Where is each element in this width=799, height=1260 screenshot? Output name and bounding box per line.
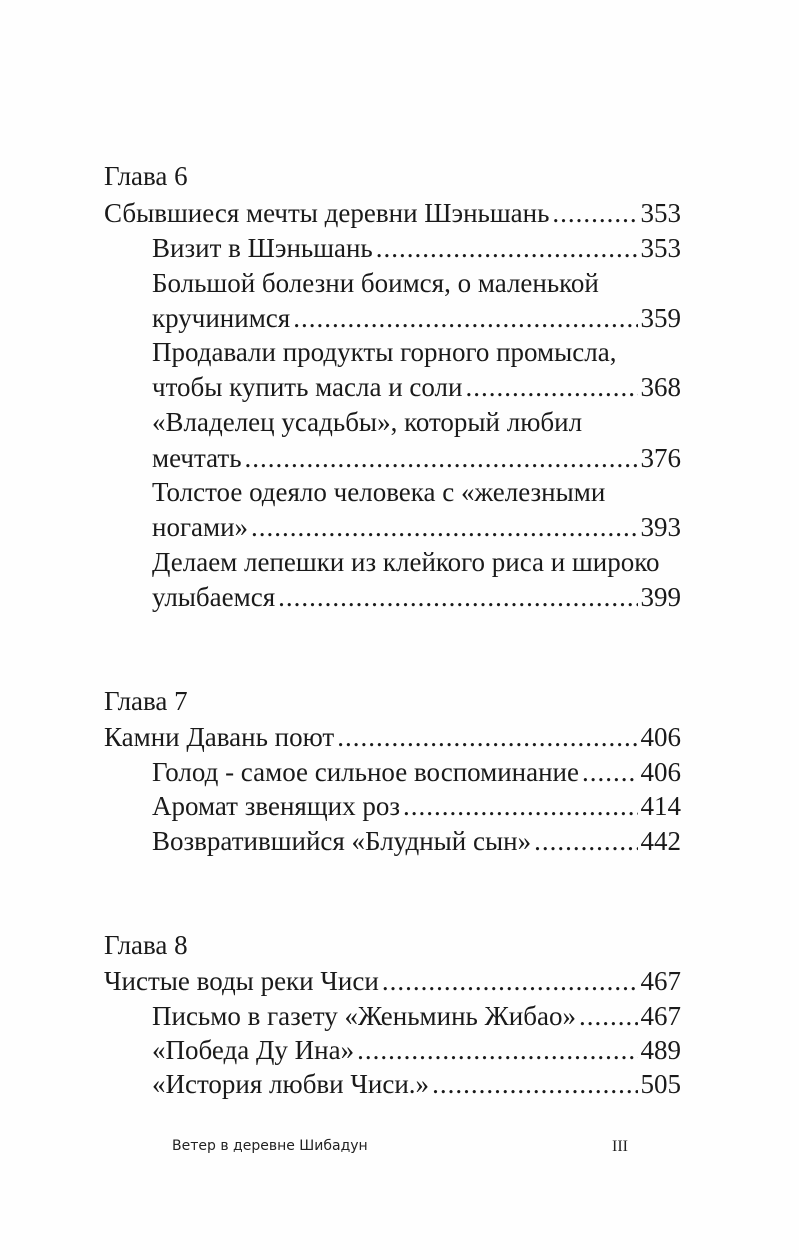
dot-leader bbox=[582, 756, 638, 788]
dot-leader bbox=[579, 1000, 638, 1032]
dot-leader bbox=[382, 965, 638, 997]
page-number: 399 bbox=[640, 582, 681, 612]
toc-entry-ch6-6-line2: улыбаемся ..... 399 bbox=[152, 581, 681, 613]
page-number: 353 bbox=[640, 233, 681, 263]
page-number: 414 bbox=[640, 791, 681, 821]
dot-leader bbox=[403, 790, 638, 822]
toc-entry-ch8-3: «История любви Чиси.» ..... 505 bbox=[152, 1068, 681, 1100]
toc-entry-ch7-2: Аромат звенящих роз ..... 414 bbox=[152, 790, 681, 822]
folio-page-number: III bbox=[612, 1138, 628, 1155]
toc-entry-ch6-3-line1: Продавали продукты горного промысла, bbox=[152, 337, 617, 367]
page-number: 359 bbox=[640, 303, 681, 333]
page-number: 442 bbox=[640, 826, 681, 856]
toc-entry-chapter-6-main: Сбывшиеся мечты деревни Шэньшань ..... 353 bbox=[104, 197, 681, 229]
toc-entry-ch6-5-line1: Толстое одеяло человека с «железными bbox=[152, 477, 606, 507]
page-number: 467 bbox=[640, 966, 681, 996]
toc-entry-ch6-3-line2: чтобы купить масла и соли ..... 368 bbox=[152, 371, 681, 403]
page-number: 353 bbox=[640, 198, 681, 228]
page-number: 505 bbox=[640, 1069, 681, 1099]
toc-entry-ch8-1: Письмо в газету «Женьминь Жибао» ..... 467 bbox=[152, 1000, 681, 1032]
toc-entry-ch7-3: Возвратившийся «Блудный сын» ..... 442 bbox=[152, 825, 681, 857]
chapter-7-heading: Глава 7 bbox=[104, 686, 188, 716]
dot-leader bbox=[278, 581, 637, 613]
dot-leader bbox=[376, 232, 638, 264]
dot-leader bbox=[432, 1068, 637, 1100]
toc-entry-ch7-1: Голод - самое сильное воспоминание ..... 406 bbox=[152, 756, 681, 788]
dot-leader bbox=[337, 721, 637, 753]
dot-leader bbox=[465, 371, 637, 403]
toc-entry-chapter-7-main: Камни Давань поют ..... 406 bbox=[104, 721, 681, 753]
toc-entry-ch6-2-line2: кручинимся ..... 359 bbox=[152, 302, 681, 334]
toc-entry-ch6-1: Визит в Шэньшань ..... 353 bbox=[152, 232, 681, 264]
dot-leader bbox=[357, 1034, 637, 1066]
dot-leader bbox=[552, 197, 637, 229]
toc-entry-ch8-2: «Победа Ду Ина» ..... 489 bbox=[152, 1034, 681, 1066]
dot-leader bbox=[534, 825, 637, 857]
page-number: 368 bbox=[640, 372, 681, 402]
dot-leader bbox=[251, 511, 637, 543]
chapter-8-heading: Глава 8 bbox=[104, 930, 188, 960]
page-number: 406 bbox=[640, 757, 681, 787]
toc-entry-ch6-6-line1: Делаем лепешки из клейкого риса и широко bbox=[152, 547, 660, 577]
chapter-6-heading: Глава 6 bbox=[104, 161, 188, 191]
toc-entry-ch6-4-line2: мечтать ..... 376 bbox=[152, 442, 681, 474]
dot-leader bbox=[245, 442, 638, 474]
page-number: 467 bbox=[640, 1001, 681, 1031]
toc-entry-ch6-4-line1: «Владелец усадьбы», который любил bbox=[152, 407, 583, 437]
page-number: 406 bbox=[640, 722, 681, 752]
toc-entry-chapter-8-main: Чистые воды реки Чиси ..... 467 bbox=[104, 965, 681, 997]
running-footer-title: Ветер в деревне Шибадун bbox=[172, 1138, 368, 1154]
toc-entry-ch6-5-line2: ногами» ..... 393 bbox=[152, 511, 681, 543]
page-number: 393 bbox=[640, 512, 681, 542]
page-number: 489 bbox=[640, 1035, 681, 1065]
dot-leader bbox=[293, 302, 637, 334]
page-number: 376 bbox=[640, 443, 681, 473]
toc-entry-ch6-2-line1: Большой болезни боимся, о маленькой bbox=[152, 268, 599, 298]
